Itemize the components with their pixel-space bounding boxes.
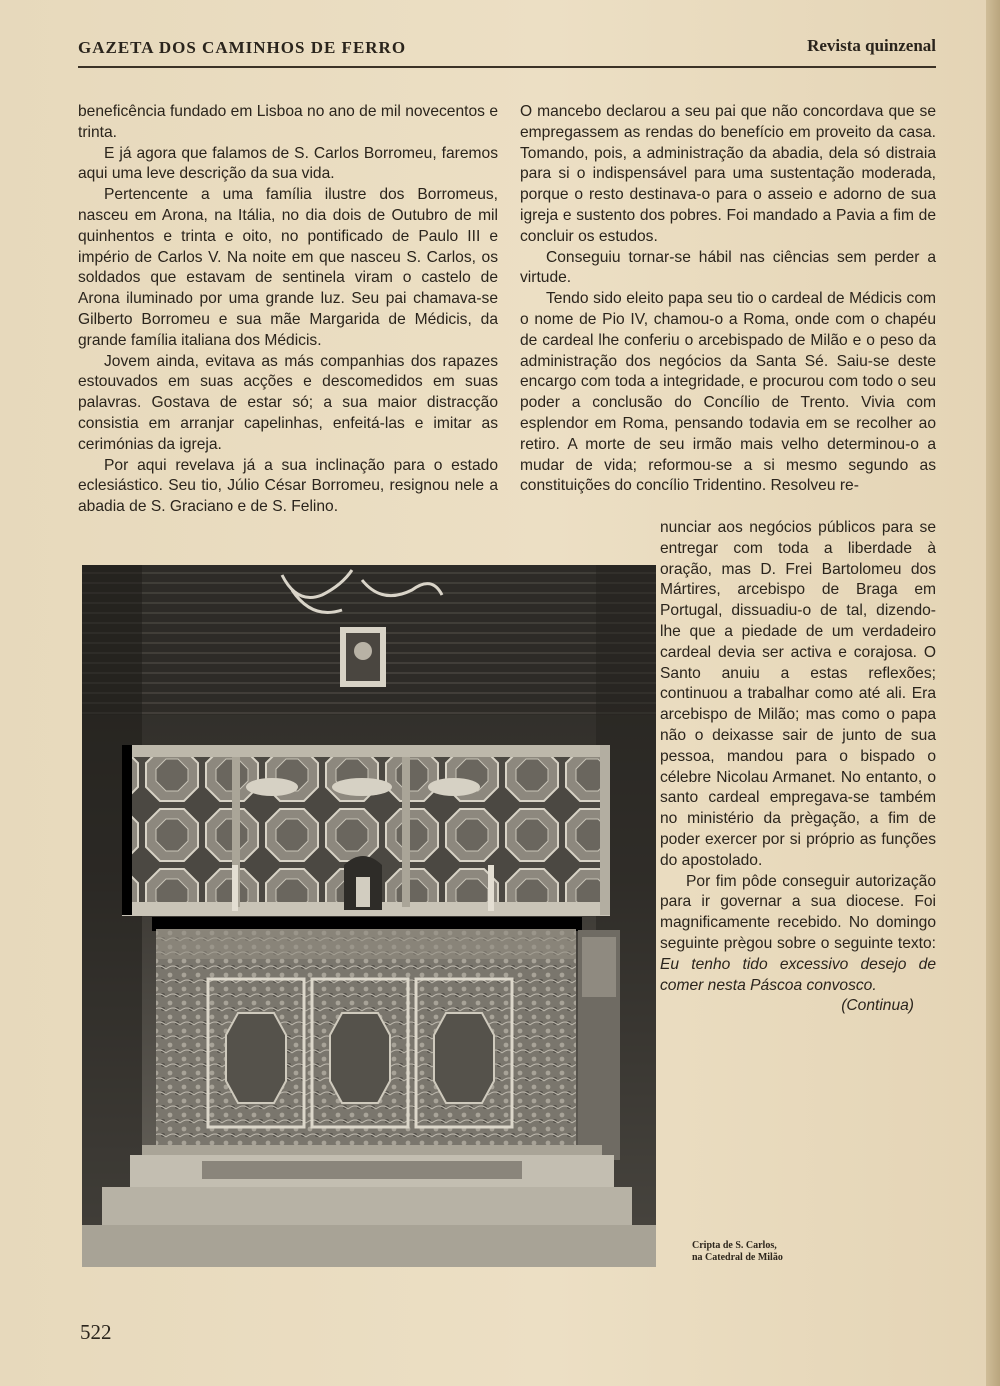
paragraph: E já agora que falamos de S. Carlos Borromeu, faremos aqui uma leve descrição da sua vida. (78, 144, 498, 183)
paragraph: Pertencente a uma família ilustre dos Borromeus, nasceu em Arona, na Itália, no dia dois de Outubro de mil quinhentos e trinta e oito, no pontificado de Paulo III e império de Carlos V. Na noite em que nasceu S. Carlos, os soldados que estavam de sentinela viram o castelo de Arona iluminado por uma grande luz. Seu pai chamava-se Gilberto Borromeu e sua mãe Margarida de Médicis, da grande família italiana dos Médicis. (78, 186, 498, 349)
paragraph-text: Por fim pôde conseguir autorização para ir governar a sua diocese. Foi magnificamente recebido. No domingo seguinte prègou sobre o seguinte texto: (660, 872, 936, 952)
crypt-photo-illustration (82, 565, 656, 1267)
paragraph: O mancebo declarou a seu pai que não concordava que se empregassem as rendas do benefício em proveito da casa. Tomando, pois, a administração da abadia, dela só distraia para si o indispensável para uma sustentação moderada, porque o resto destinava-o para o asseio e adorno de sua igreja e sustento dos pobres. Foi mandado a Pavia a fim de concluir os estudos. (520, 103, 936, 245)
page-number: 522 (80, 1320, 112, 1344)
right-column-top (520, 102, 936, 497)
caption-line: Cripta de S. Carlos, (692, 1240, 777, 1251)
publication-title: GAZETA DOS CAMINHOS DE FERRO (78, 38, 407, 57)
page-spine-shadow (986, 0, 1000, 1386)
photo-caption (692, 1240, 892, 1264)
continua-note: (Continua) (841, 997, 914, 1015)
publication-subtitle: Revista quinzenal (807, 36, 936, 55)
running-header (78, 38, 936, 64)
header-rule (78, 66, 936, 68)
left-column (78, 102, 498, 518)
right-column-bottom (660, 518, 936, 1017)
crypt-photograph (82, 565, 656, 1267)
paragraph: beneficência fundado em Lisboa no ano de mil novecentos e trinta. (78, 103, 498, 141)
paragraph: Conseguiu tornar-se hábil nas ciências sem perder a virtude. (520, 248, 936, 287)
paragraph: nunciar aos negócios públicos para se entregar com toda a liberdade à oração, mas D. Frei Bartolomeu dos Mártires, arcebispo de Braga em Portugal, dissuadiu-o de tal, dizendo-lhe que a piedade de um verdadeiro cardeal devia ser activa e corajosa. O Santo anuiu a estas reflexões; continuou a trabalhar como até ali. Era arcebispo de Milão; mas como o papa não o deixasse sair de junto de sua pessoa, mandou para o bispado o célebre Nicolau Armanet. No entanto, o santo cardeal empregava-se também no ministério da prègação, a fim de poder exercer por si próprio as funções do apostolado. (660, 519, 936, 869)
caption-line: na Catedral de Milão (692, 1252, 783, 1263)
paragraph: Por aqui revelava já a sua inclinação para o estado eclesiástico. Seu tio, Júlio César Borromeu, resignou nele a abadia de S. Graciano e de S. Felino. (78, 456, 498, 516)
paragraph: Jovem ainda, evitava as más companhias dos rapazes estouvados em suas acções e descomedidos em suas palavras. Gostava de estar só; a sua maior distracção consistia em arranjar capelinhas, enfeitá-las e imitar as cerimónias da igreja. (78, 352, 498, 453)
paragraph: Tendo sido eleito papa seu tio o cardeal de Médicis com o nome de Pio IV, chamou-o a Roma, onde com o chapéu de cardeal lhe conferiu o arcebispado de Milão e o peso da administração dos negócios da Santa Sé. Saiu-se deste encargo com toda a integridade, e procurou com todo o seu poder a conclusão do Concílio de Trento. Vivia com esplendor em Roma, pensando todavia em se recolher ao retiro. A morte de seu irmão mais velho determinou-o a mudar de vida; reformou-se a si mesmo segundo as constituições do concílio Tridentino. Resolveu re- (520, 290, 936, 495)
quoted-verse: Eu tenho tido excessivo desejo de comer nesta Páscoa convosco. (660, 955, 936, 994)
paragraph (660, 872, 936, 997)
